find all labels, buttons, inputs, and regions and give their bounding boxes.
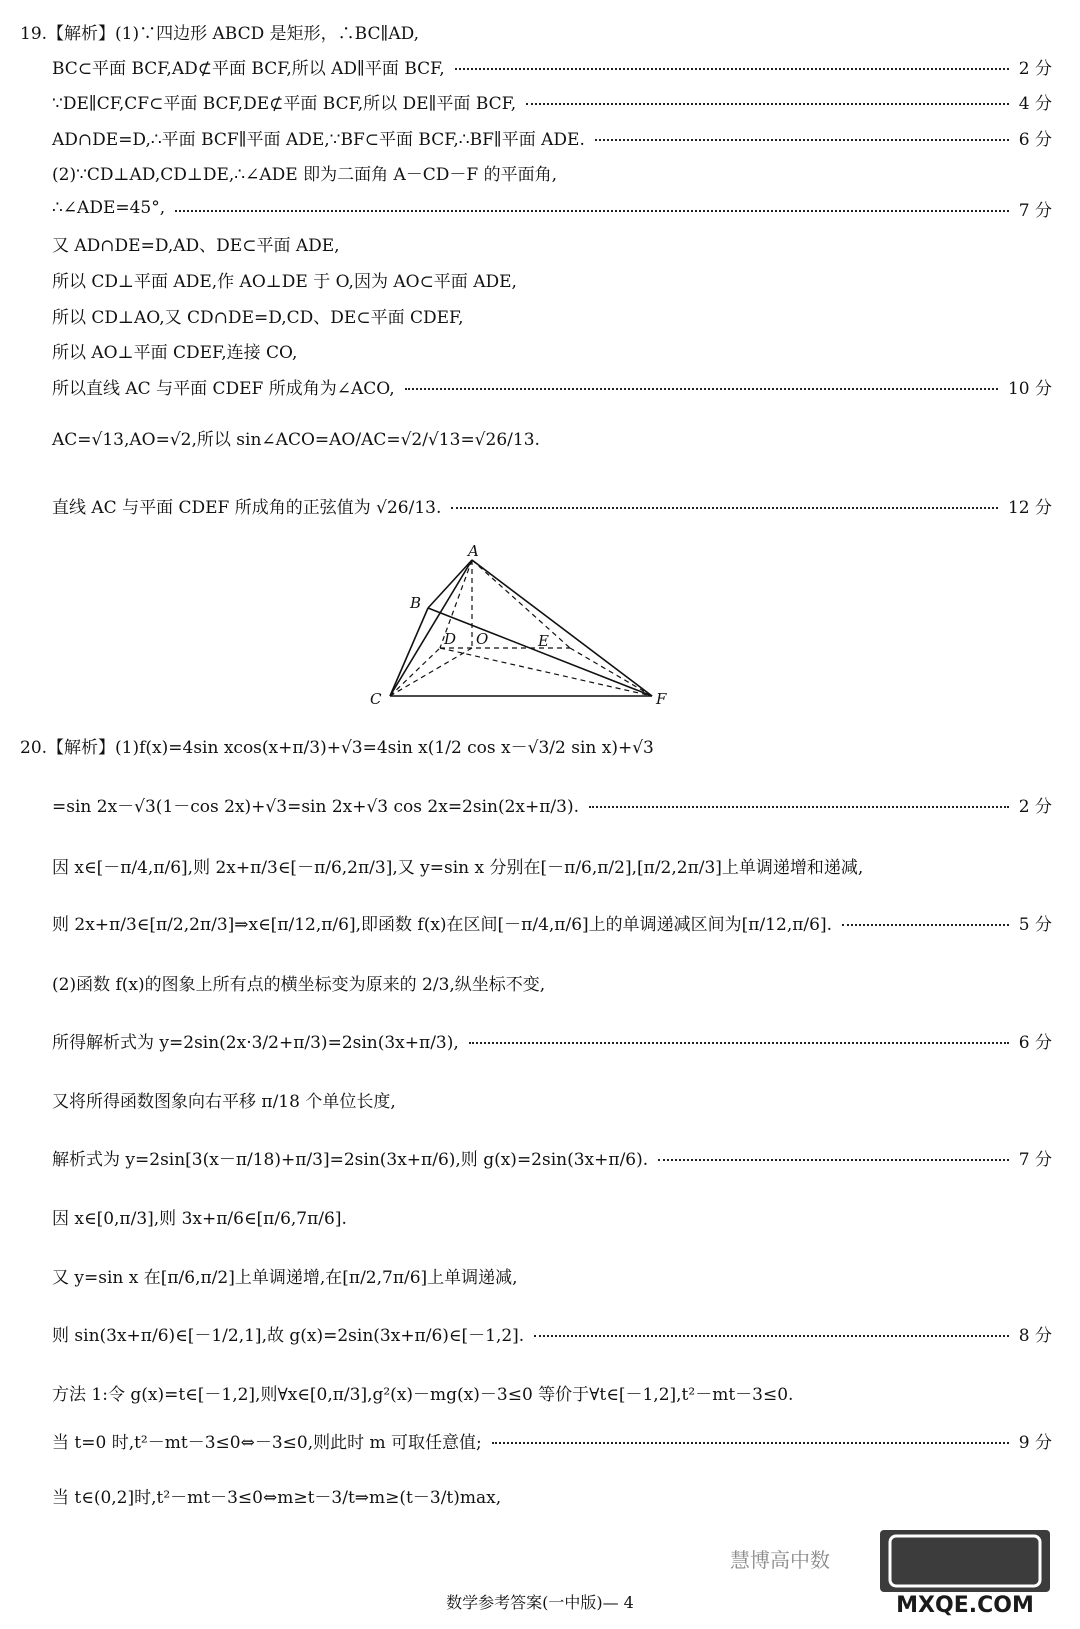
edge-af	[472, 560, 652, 696]
line-5-score: 7 分	[1018, 200, 1052, 221]
line-15-text: 因 x∈[－π/4,π/6],则 2x+π/3∈[－π/6,2π/3],又 y=sin x 分别在[－π/6,π/2],[π/2,2π/3]上单调递增和递减,	[52, 857, 864, 878]
line-12-score: 12 分	[1007, 497, 1052, 518]
line-10-score: 10 分	[1007, 378, 1052, 399]
line-13	[20, 730, 1052, 760]
line-23-score: 8 分	[1018, 1325, 1052, 1346]
line-26-text: 当 t∈(0,2]时,t²－mt－3≤0⇔m≥t－3/t⇒m≥(t－3/t)max,	[52, 1487, 502, 1508]
leader-dots	[405, 388, 998, 390]
line-7-text: 所以 CD⊥平面 ADE,作 AO⊥DE 于 O,因为 AO⊂平面 ADE,	[52, 271, 517, 292]
line-14-text: =sin 2x－√3(1－cos 2x)+√3=sin 2x+√3 cos 2x=2sin(2x+π/3).	[52, 796, 580, 817]
line-20-score: 7 分	[1018, 1149, 1052, 1170]
label-o: O	[476, 630, 489, 648]
line-1	[52, 51, 1052, 81]
leader-dots	[589, 806, 1009, 808]
leader-dots	[526, 103, 1009, 105]
line-25-text: 当 t=0 时,t²－mt－3≤0⇔－3≤0,则此时 m 可取任意值;	[52, 1432, 482, 1453]
line-2-score: 4 分	[1018, 93, 1052, 114]
hidden-co	[390, 648, 472, 696]
label-b: B	[410, 594, 422, 612]
label-c: C	[370, 690, 382, 708]
line-16-score: 5 分	[1018, 914, 1052, 935]
line-22-text: 又 y=sin x 在[π/6,π/2]上单调递增,在[π/2,7π/6]上单调递减,	[52, 1267, 518, 1288]
line-7	[52, 264, 1052, 294]
line-3-score: 6 分	[1018, 129, 1052, 150]
line-13-text: 20.【解析】(1)f(x)=4sin xcos(x+π/3)+√3=4sin x(1/2 cos x－√3/2 sin x)+√3	[20, 737, 654, 758]
line-2-text: ∵DE∥CF,CF⊂平面 BCF,DE⊄平面 BCF,所以 DE∥平面 BCF,	[52, 93, 517, 114]
label-e: E	[538, 632, 549, 650]
line-11-text: AC=√13,AO=√2,所以 sin∠ACO=AO/AC=√2/√13=√26/13.	[52, 429, 540, 450]
line-8	[52, 300, 1052, 330]
logo-text: MXQE.COM	[896, 1593, 1034, 1618]
edge-ac	[390, 560, 472, 696]
line-10-text: 所以直线 AC 与平面 CDEF 所成角为∠ACO,	[52, 378, 395, 399]
label-f: F	[656, 690, 667, 708]
line-17	[52, 967, 1052, 997]
line-19-text: 又将所得函数图象向右平移 π/18 个单位长度,	[52, 1091, 396, 1112]
line-9	[52, 335, 1052, 365]
line-21-text: 因 x∈[0,π/3],则 3x+π/6∈[π/6,7π/6].	[52, 1208, 347, 1229]
line-8-text: 所以 CD⊥AO,又 CD∩DE=D,CD、DE⊂平面 CDEF,	[52, 307, 464, 328]
line-2	[52, 86, 1052, 116]
leader-dots	[658, 1159, 1009, 1161]
geometry-figure	[370, 542, 700, 726]
line-6	[52, 228, 1052, 258]
line-10	[52, 371, 1052, 401]
line-12-text: 直线 AC 与平面 CDEF 所成角的正弦值为 √26/13.	[52, 497, 442, 518]
edge-ab	[428, 560, 472, 608]
line-4-text: (2)∵CD⊥AD,CD⊥DE,∴∠ADE 即为二面角 A－CD－F 的平面角,	[52, 164, 557, 185]
leader-dots	[534, 1335, 1009, 1337]
line-17-text: (2)函数 f(x)的图象上所有点的横坐标变为原来的 2/3,纵坐标不变,	[52, 974, 546, 995]
line-18	[52, 1025, 1052, 1055]
leader-dots	[595, 139, 1009, 141]
leader-dots	[455, 68, 1009, 70]
line-14-score: 2 分	[1018, 796, 1052, 817]
line-19	[52, 1084, 1052, 1114]
line-20-text: 解析式为 y=2sin[3(x－π/18)+π/3]=2sin(3x+π/6),则 g(x)=2sin(3x+π/6).	[52, 1149, 649, 1170]
line-5	[52, 193, 1052, 223]
line-6-text: 又 AD∩DE=D,AD、DE⊂平面 ADE,	[52, 235, 340, 256]
line-23	[52, 1318, 1052, 1348]
line-18-score: 6 分	[1018, 1032, 1052, 1053]
watermark-text: 慧博高中数	[730, 1548, 830, 1572]
hidden-ef	[570, 648, 652, 696]
line-20	[52, 1142, 1052, 1172]
edge-bc	[390, 608, 428, 696]
leader-dots	[842, 924, 1009, 926]
label-a: A	[468, 542, 479, 560]
line-25-score: 9 分	[1018, 1432, 1052, 1453]
leader-dots	[175, 210, 1009, 212]
line-24-text: 方法 1:令 g(x)=t∈[－1,2],则∀x∈[0,π/3],g²(x)－mg(x)－3≤0 等价于∀t∈[－1,2],t²－mt－3≤0.	[52, 1384, 794, 1405]
line-18-text: 所得解析式为 y=2sin(2x·3/2+π/3)=2sin(3x+π/3),	[52, 1032, 459, 1053]
line-3-text: AD∩DE=D,∴平面 BCF∥平面 ADE,∵BF⊂平面 BCF,∴BF∥平面 ADE.	[52, 129, 585, 150]
line-0	[20, 16, 1052, 46]
line-16	[52, 907, 1052, 937]
figure-svg	[370, 542, 700, 726]
line-23-text: 则 sin(3x+π/6)∈[－1/2,1],故 g(x)=2sin(3x+π/6)∈[－1,2].	[52, 1325, 525, 1346]
line-12	[52, 490, 1052, 520]
line-25	[52, 1425, 1052, 1455]
line-21	[52, 1201, 1052, 1231]
line-1-score: 2 分	[1018, 58, 1052, 79]
line-0-text: 19.【解析】(1)∵四边形 ABCD 是矩形，∴BC∥AD,	[20, 23, 420, 44]
line-3	[52, 122, 1052, 152]
label-d: D	[444, 630, 457, 648]
line-9-text: 所以 AO⊥平面 CDEF,连接 CO,	[52, 342, 298, 363]
line-1-text: BC⊂平面 BCF,AD⊄平面 BCF,所以 AD∥平面 BCF,	[52, 58, 445, 79]
leader-dots	[492, 1442, 1009, 1444]
line-15	[52, 850, 1052, 880]
line-22	[52, 1260, 1052, 1290]
line-16-text: 则 2x+π/3∈[π/2,2π/3]⇒x∈[π/12,π/6],即函数 f(x)在区间[－π/4,π/6]上的单调递减区间为[π/12,π/6].	[52, 914, 832, 935]
line-24	[52, 1377, 1052, 1407]
line-11	[52, 422, 1052, 452]
page-footer: 数学参考答案(一中版)— 4	[446, 1593, 634, 1612]
line-14	[52, 789, 1052, 819]
leader-dots	[469, 1042, 1009, 1044]
leader-dots	[451, 507, 998, 509]
line-4	[52, 157, 1052, 187]
line-5-text: ∴∠ADE=45°,	[52, 198, 166, 218]
